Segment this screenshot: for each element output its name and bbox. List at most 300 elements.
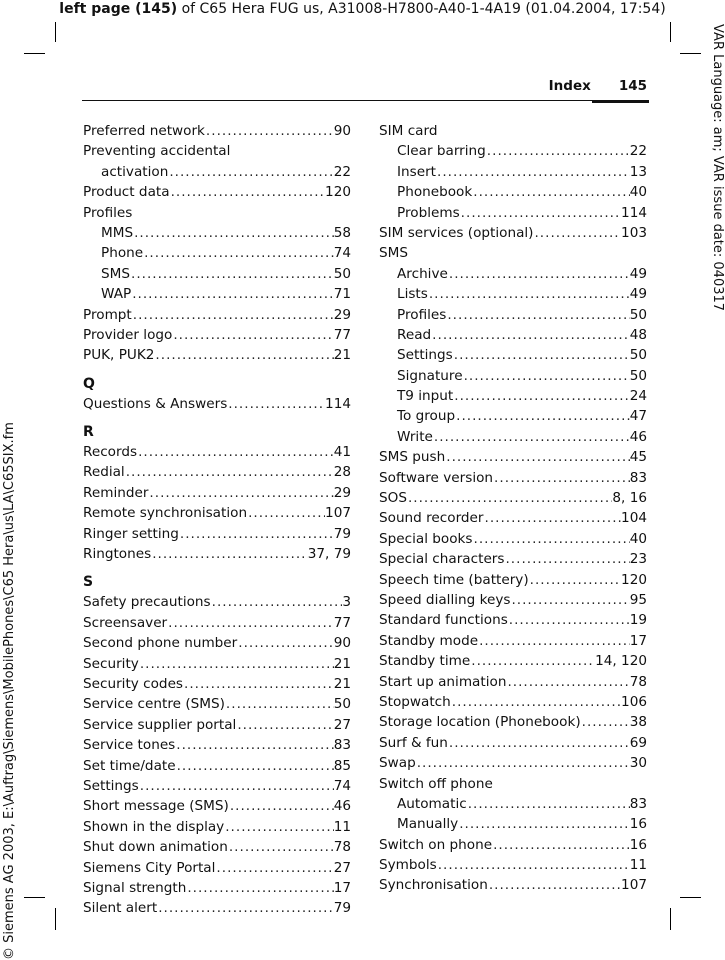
index-entry: [379, 692, 647, 712]
dot-leader: [458, 814, 629, 834]
dot-leader: [183, 674, 334, 694]
dot-leader: [463, 366, 630, 386]
index-entry: [83, 878, 351, 898]
index-page-ref: 27: [333, 859, 351, 876]
index-page-ref: 74: [333, 245, 351, 262]
dot-leader: [460, 203, 621, 223]
index-term: Prompt: [83, 306, 132, 323]
index-term: Problems: [397, 204, 460, 221]
index-entry: [83, 633, 351, 653]
index-entry: [83, 674, 351, 694]
index-term: Provider logo: [83, 326, 173, 343]
index-page-ref: 50: [629, 347, 647, 364]
index-term: Insert: [397, 163, 436, 180]
dot-leader: [179, 524, 334, 544]
dot-leader: [167, 613, 334, 633]
index-entry: [83, 796, 351, 816]
index-term: Set time/date: [83, 757, 176, 774]
dot-leader: [157, 898, 333, 918]
index-page-ref: 17: [333, 879, 351, 896]
index-term: Surf & fun: [379, 734, 448, 751]
index-page-ref: 77: [333, 614, 351, 631]
index-entry: [379, 672, 647, 692]
index-term: activation: [101, 163, 169, 180]
index-page-ref: 46: [629, 428, 647, 445]
index-entry: [379, 366, 647, 386]
index-page-ref: 24: [629, 388, 647, 405]
index-entry: [379, 182, 647, 202]
index-page-ref: 71: [333, 286, 351, 303]
index-page-ref: 50: [629, 306, 647, 323]
index-page-ref: 50: [333, 696, 351, 713]
dot-leader: [433, 427, 630, 447]
index-term: Speed dialling keys: [379, 591, 511, 608]
index-page-ref: 11: [333, 818, 351, 835]
index-entry: [379, 875, 647, 895]
index-page-ref: 114: [325, 395, 351, 412]
side-note-right: VAR Language: am; VAR issue date: 040317: [710, 24, 725, 312]
dot-leader: [172, 325, 333, 345]
index-page-ref: 83: [333, 737, 351, 754]
index-term: MMS: [101, 224, 134, 241]
dot-leader: [148, 483, 333, 503]
side-note-left: © Siemens AG 2003, E:\Auftrag\Siemens\MobilePhones\C65 Hera\us\LA\C65SIX.fm: [2, 422, 17, 960]
index-entry: [83, 182, 351, 202]
index-entry: [83, 284, 351, 304]
index-page-ref: 106: [621, 693, 647, 710]
dot-leader: [470, 651, 595, 671]
index-entry: [379, 406, 647, 426]
file-header: [0, 0, 725, 18]
index-entry: [379, 203, 647, 223]
index-page-ref: 69: [629, 734, 647, 751]
index-page-ref: 47: [629, 408, 647, 425]
index-term: WAP: [101, 286, 132, 303]
index-heading: SIM card: [379, 123, 438, 139]
index-entry: [83, 305, 351, 325]
index-entry: [379, 610, 647, 630]
index-entry: [83, 121, 351, 141]
index-term: Redial: [83, 464, 125, 481]
index-entry: [379, 549, 647, 569]
index-term: Speech time (battery): [379, 571, 529, 588]
crop-mark: [670, 908, 671, 930]
dot-leader: [139, 654, 334, 674]
index-page-ref: 21: [333, 655, 351, 672]
dot-leader: [486, 141, 630, 161]
index-page-ref: 21: [333, 675, 351, 692]
index-entry: [379, 753, 647, 773]
index-term: Lists: [397, 286, 428, 303]
index-entry: [83, 162, 351, 182]
index-term: Questions & Answers: [83, 395, 228, 412]
index-page-ref: 90: [333, 635, 351, 652]
index-entry: [379, 733, 647, 753]
dot-leader: [445, 447, 629, 467]
index-page-ref: 16: [629, 836, 647, 853]
section-title: Index: [548, 78, 591, 94]
index-page-ref: 40: [629, 530, 647, 547]
index-column-left: [83, 121, 351, 919]
index-entry: [379, 325, 647, 345]
index-term: Manually: [397, 816, 459, 833]
header-rule: [82, 100, 649, 101]
dot-leader: [533, 223, 621, 243]
page-number: 145: [618, 78, 647, 94]
index-term: SMS push: [379, 449, 446, 466]
dot-leader: [236, 715, 333, 735]
index-entry: [379, 447, 647, 467]
index-entry: [379, 835, 647, 855]
index-entry: [379, 162, 647, 182]
index-page-ref: 8, 16: [612, 490, 647, 507]
dot-leader: [215, 858, 333, 878]
index-term: Swap: [379, 755, 416, 772]
index-page-ref: 107: [325, 505, 351, 522]
crop-mark: [55, 908, 56, 930]
index-page-ref: 50: [629, 367, 647, 384]
dot-leader: [529, 570, 621, 590]
dot-leader: [448, 264, 630, 284]
index-term: Service supplier portal: [83, 716, 237, 733]
index-term: Signature: [397, 367, 463, 384]
index-entry: [379, 631, 647, 651]
index-entry: [379, 529, 647, 549]
index-page-ref: 79: [333, 525, 351, 542]
index-page-ref: 29: [333, 306, 351, 323]
index-term: Remote synchronisation: [83, 505, 248, 522]
index-term: Ringer setting: [83, 525, 179, 542]
dot-leader: [125, 462, 334, 482]
index-page-ref: 14, 120: [595, 653, 647, 670]
index-page-ref: 74: [333, 777, 351, 794]
dot-leader: [229, 796, 334, 816]
index-page-ref: 17: [629, 632, 647, 649]
dot-leader: [170, 182, 325, 202]
dot-leader: [131, 284, 333, 304]
dot-leader: [451, 692, 621, 712]
dot-leader: [508, 610, 630, 630]
index-term: Automatic: [397, 795, 467, 812]
index-entry: [379, 855, 647, 875]
index-entry: [83, 776, 351, 796]
index-page-ref: 29: [333, 484, 351, 501]
index-entry: [379, 590, 647, 610]
index-term: Ringtones: [83, 546, 152, 563]
index-page-ref: 22: [333, 163, 351, 180]
dot-leader: [139, 776, 334, 796]
dot-leader: [453, 386, 629, 406]
index-entry: [83, 735, 351, 755]
index-term: Standby mode: [379, 632, 479, 649]
index-page-ref: 120: [325, 184, 351, 201]
index-term: Security codes: [83, 675, 184, 692]
dot-leader: [176, 756, 334, 776]
index-term: Synchronisation: [379, 877, 488, 894]
dot-leader: [484, 508, 622, 528]
index-page-ref: 41: [333, 444, 351, 461]
index-entry: [83, 837, 351, 857]
index-entry: [83, 483, 351, 503]
index-page-ref: 23: [629, 551, 647, 568]
index-term: Storage location (Phonebook): [379, 714, 581, 731]
index-entry: [83, 858, 351, 878]
index-letter-heading: S: [83, 574, 94, 591]
index-term: Siemens City Portal: [83, 859, 216, 876]
index-column-right: [379, 121, 647, 896]
index-entry: [83, 462, 351, 482]
index-term: Product data: [83, 184, 170, 201]
index-page-ref: 79: [333, 900, 351, 917]
dot-leader: [132, 305, 334, 325]
dot-leader: [448, 733, 630, 753]
crop-mark: [670, 22, 671, 42]
index-page-ref: 19: [629, 612, 647, 629]
index-entry: [379, 508, 647, 528]
index-page-ref: 13: [629, 163, 647, 180]
dot-leader: [455, 406, 630, 426]
index-term: Clear barring: [397, 143, 486, 160]
dot-leader: [473, 529, 630, 549]
index-page-ref: 28: [333, 464, 351, 481]
dot-leader: [186, 878, 333, 898]
dot-leader: [211, 592, 343, 612]
index-entry: [83, 243, 351, 263]
index-entry: [83, 654, 351, 674]
dot-leader: [205, 121, 334, 141]
index-term: Signal strength: [83, 879, 187, 896]
dot-leader: [504, 549, 629, 569]
dot-leader: [492, 835, 630, 855]
index-page-ref: 38: [629, 714, 647, 731]
dot-leader: [151, 544, 308, 564]
crop-mark: [24, 897, 45, 898]
index-term: Read: [397, 326, 432, 343]
index-term: Records: [83, 444, 138, 461]
dot-leader: [154, 345, 333, 365]
index-term: Start up animation: [379, 673, 507, 690]
index-page-ref: 90: [333, 123, 351, 139]
index-page-ref: 40: [629, 184, 647, 201]
dot-leader: [431, 325, 630, 345]
index-entry: [379, 488, 647, 508]
index-entry: [83, 223, 351, 243]
index-entry: [379, 814, 647, 834]
index-page-ref: 78: [629, 673, 647, 690]
index-entry: [379, 223, 647, 243]
crop-mark: [55, 22, 56, 42]
index-page-ref: 103: [621, 224, 647, 241]
index-term: Symbols: [379, 857, 437, 874]
file-header-prefix: left page (145): [59, 1, 178, 17]
index-term: Screensaver: [83, 614, 168, 631]
index-term: Standby time: [379, 653, 471, 670]
dot-leader: [581, 712, 630, 732]
index-term: Short message (SMS): [83, 798, 229, 815]
index-term: Service tones: [83, 737, 176, 754]
crop-mark: [680, 897, 701, 898]
index-entry: [83, 613, 351, 633]
index-term: Write: [397, 428, 433, 445]
index-term: PUK, PUK2: [83, 347, 155, 364]
index-entry: [83, 898, 351, 918]
index-letter-heading: Q: [83, 375, 95, 392]
dot-leader: [428, 284, 630, 304]
crop-mark: [680, 53, 701, 54]
index-entry: [83, 592, 351, 612]
index-entry: [83, 524, 351, 544]
crop-mark: [24, 53, 45, 54]
page-number-tab: [592, 100, 649, 103]
index-term: Stopwatch: [379, 693, 451, 710]
dot-leader: [168, 162, 333, 182]
index-entry: [379, 468, 647, 488]
index-entry: [83, 442, 351, 462]
index-entry: [83, 694, 351, 714]
dot-leader: [407, 488, 612, 508]
index-entry: [379, 651, 647, 671]
index-term: SOS: [379, 490, 407, 507]
index-entry: [83, 756, 351, 776]
index-term: Settings: [397, 347, 453, 364]
index-entry: [83, 544, 351, 564]
index-entry: [379, 427, 647, 447]
index-page-ref: 114: [621, 204, 647, 221]
index-term: Phone: [101, 245, 144, 262]
index-page-ref: 83: [629, 795, 647, 812]
index-term: To group: [397, 408, 456, 425]
index-page-ref: 78: [333, 839, 351, 856]
index-term: Second phone number: [83, 635, 238, 652]
index-page-ref: 104: [621, 510, 647, 527]
dot-leader: [437, 855, 630, 875]
index-term: Security: [83, 655, 139, 672]
dot-leader: [478, 631, 630, 651]
dot-leader: [227, 394, 325, 414]
index-term: Shut down animation: [83, 839, 228, 856]
dot-leader: [472, 182, 629, 202]
dot-leader: [506, 672, 629, 692]
index-entry: [83, 345, 351, 365]
dot-leader: [224, 817, 333, 837]
index-term: SIM services (optional): [379, 224, 534, 241]
index-term: Special books: [379, 530, 473, 547]
index-term: Safety precautions: [83, 594, 211, 611]
index-entry: [379, 794, 647, 814]
dot-leader: [130, 264, 334, 284]
index-term: Shown in the display: [83, 818, 225, 835]
index-entry: [379, 570, 647, 590]
dot-leader: [237, 633, 333, 653]
index-entry: [379, 284, 647, 304]
index-page-ref: 77: [333, 326, 351, 343]
index-page-ref: 46: [333, 798, 351, 815]
index-page-ref: 85: [333, 757, 351, 774]
index-term: Special characters: [379, 551, 505, 568]
index-page-ref: 49: [629, 286, 647, 303]
index-term: Archive: [397, 265, 448, 282]
index-term: Software version: [379, 469, 494, 486]
index-page-ref: 22: [629, 143, 647, 160]
index-heading: Profiles: [83, 204, 133, 221]
index-page-ref: 58: [333, 224, 351, 241]
dot-leader: [453, 345, 630, 365]
index-page-ref: 27: [333, 716, 351, 733]
index-heading: Switch off phone: [379, 775, 493, 792]
dot-leader: [488, 875, 621, 895]
dot-leader: [133, 223, 334, 243]
index-heading: Preventing accidental: [83, 143, 231, 160]
index-page-ref: 11: [629, 857, 647, 874]
index-entry: [379, 264, 647, 284]
index-term: T9 input: [397, 388, 454, 405]
index-term: Preferred network: [83, 123, 205, 139]
dot-leader: [416, 753, 630, 773]
index-term: Phonebook: [397, 184, 473, 201]
index-term: Profiles: [397, 306, 447, 323]
dot-leader: [228, 837, 334, 857]
dot-leader: [143, 243, 334, 263]
index-term: Standard functions: [379, 612, 508, 629]
index-term: Reminder: [83, 484, 149, 501]
index-entry: [379, 141, 647, 161]
index-term: Sound recorder: [379, 510, 484, 527]
index-page-ref: 45: [629, 449, 647, 466]
file-header-rest: of C65 Hera FUG us, A31008-H7800-A40-1-4A19 (01.04.2004, 17:54): [177, 1, 666, 17]
index-entry: [83, 817, 351, 837]
index-term: SMS: [101, 265, 130, 282]
index-entry: [83, 325, 351, 345]
index-term: Switch on phone: [379, 836, 493, 853]
index-entry: [379, 712, 647, 732]
index-page-ref: 95: [629, 591, 647, 608]
dot-leader: [225, 694, 334, 714]
index-entry: [83, 264, 351, 284]
index-letter-heading: R: [83, 424, 94, 441]
index-term: Silent alert: [83, 900, 158, 917]
dot-leader: [175, 735, 333, 755]
index-page-ref: 50: [333, 265, 351, 282]
dot-leader: [510, 590, 629, 610]
dot-leader: [467, 794, 630, 814]
dot-leader: [247, 503, 325, 523]
index-page-ref: 49: [629, 265, 647, 282]
index-page-ref: 16: [629, 816, 647, 833]
index-page-ref: 48: [629, 326, 647, 343]
dot-leader: [436, 162, 630, 182]
index-page-ref: 21: [333, 347, 351, 364]
index-page-ref: 83: [629, 469, 647, 486]
index-page-ref: 30: [629, 755, 647, 772]
index-entry: [379, 345, 647, 365]
index-entry: [83, 715, 351, 735]
dot-leader: [137, 442, 334, 462]
index-entry: [379, 386, 647, 406]
index-term: Service centre (SMS): [83, 696, 225, 713]
dot-leader: [446, 305, 629, 325]
index-heading: SMS: [379, 245, 408, 262]
index-entry: [83, 394, 351, 414]
index-entry: [379, 305, 647, 325]
index-page-ref: 107: [621, 877, 647, 894]
index-entry: [83, 503, 351, 523]
dot-leader: [493, 468, 630, 488]
index-term: Settings: [83, 777, 139, 794]
index-page-ref: 37, 79: [307, 546, 351, 563]
index-page-ref: 3: [342, 594, 351, 611]
running-head: [549, 78, 647, 94]
index-page-ref: 120: [621, 571, 647, 588]
